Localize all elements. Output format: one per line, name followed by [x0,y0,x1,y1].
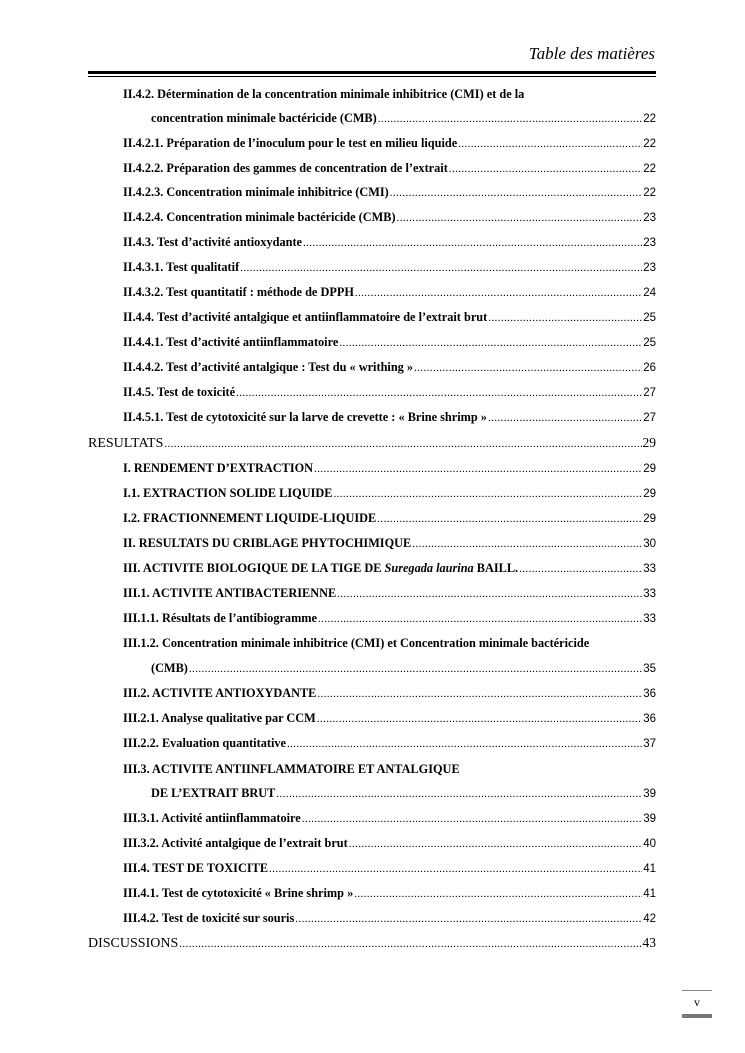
toc-page: 33 [643,613,656,625]
toc-chapter-entry[interactable] [88,935,656,952]
leader-dots [378,113,642,125]
toc-label: III.3.2. Activité antalgique de l’extrait brut [123,836,348,850]
leader-dots [449,163,642,175]
toc-label: III.4.2. Test de toxicité sur souris [123,911,295,925]
toc-page: 37 [643,738,656,750]
toc-entry[interactable] [123,561,656,576]
toc-label: III.2.2. Evaluation quantitative [123,736,286,750]
toc-entry[interactable] [123,185,656,200]
leader-dots [337,588,642,600]
toc-page: 22 [643,163,656,175]
toc-page: 35 [643,663,656,675]
toc-entry[interactable] [123,161,656,176]
toc-page: 23 [643,262,656,274]
toc-page: 29 [643,463,656,475]
toc-entry[interactable] [123,385,656,400]
toc-label: I. RENDEMENT D’EXTRACTION [123,461,314,475]
leader-dots [354,888,642,900]
toc-entry-line1: III.3. ACTIVITE ANTIINFLAMMATOIRE ET ANTALGIQUE [123,762,460,776]
toc-entry[interactable] [123,511,656,526]
toc-page: 36 [643,688,656,700]
leader-dots [287,738,642,750]
toc-entry[interactable] [123,461,656,476]
page-number-bar [682,1014,712,1018]
leader-dots [317,688,642,700]
toc-label: III.3.1. Activité antiinflammatoire [123,811,301,825]
leader-dots [302,813,642,825]
toc-entry[interactable] [123,486,656,501]
leader-dots [269,863,642,875]
toc-entry[interactable] [123,410,656,425]
toc-page: 27 [643,412,656,424]
toc-page: 39 [643,813,656,825]
toc-entry[interactable] [123,310,656,325]
leader-dots [349,838,642,850]
toc-page: 40 [643,838,656,850]
toc-entry[interactable] [123,235,656,250]
leader-dots [488,312,642,324]
toc-page: 29 [642,435,656,450]
page-number: v [694,995,700,1009]
toc-entry[interactable] [123,586,656,601]
leader-dots [458,138,642,150]
toc-page: 41 [643,863,656,875]
leader-dots [397,212,643,224]
toc-entry[interactable] [151,661,656,676]
toc-entry[interactable] [123,285,656,300]
toc-chapter-entry[interactable] [88,435,656,452]
leader-dots [240,262,642,274]
toc-entry[interactable] [123,210,656,225]
toc-label: II.4.2.3. Concentration minimale inhibitrice (CMI) [123,185,389,199]
toc-entry[interactable] [123,611,656,626]
page-header-title: Table des matières [528,44,655,63]
leader-dots [318,613,642,625]
toc-page: 30 [643,538,656,550]
toc-page: 22 [643,113,656,125]
toc-page: 29 [643,513,656,525]
toc-entry[interactable] [123,836,656,851]
toc-page: 23 [643,212,656,224]
leader-dots [189,663,642,675]
toc-entry[interactable] [123,811,656,826]
toc-label-part: III. ACTIVITE BIOLOGIQUE DE LA TIGE DE [123,561,385,575]
toc-page: 23 [643,237,656,249]
toc-label: II.4.5.1. Test de cytotoxicité sur la larve de crevette : « Brine shrimp » [123,410,487,424]
header-rule-thick [88,71,656,74]
toc-entry[interactable] [123,536,656,551]
leader-dots [295,913,642,925]
toc-page: 26 [643,362,656,374]
toc-page: 22 [643,187,656,199]
toc-entry[interactable] [123,711,656,726]
toc-entry[interactable] [123,861,656,876]
toc-label: III.1.1. Résultats de l’antibiogramme [123,611,318,625]
leader-dots [488,412,642,424]
toc-entry[interactable] [151,786,656,801]
toc-label: II.4.2.1. Préparation de l’inoculum pour le test en milieu liquide [123,136,458,150]
toc-page: 24 [643,287,656,299]
toc-label: DISCUSSIONS [88,936,179,951]
leader-dots [303,237,642,249]
toc-entry[interactable] [123,360,656,375]
leader-dots [314,463,642,475]
toc-entry[interactable] [123,136,656,151]
toc-page: 36 [643,713,656,725]
toc-page: 27 [643,387,656,399]
toc-page: 22 [643,138,656,150]
leader-dots [164,438,641,450]
toc-label: III.2. ACTIVITE ANTIOXYDANTE [123,686,317,700]
toc-entry[interactable] [151,111,656,126]
toc-label-species: Suregada laurina [384,561,474,575]
toc-label: II. RESULTATS DU CRIBLAGE PHYTOCHIMIQUE [123,536,412,550]
leader-dots [179,938,641,950]
toc-entry-line1: III.1.2. Concentration minimale inhibitrice (CMI) et Concentration minimale bactéricide [123,636,590,650]
toc-label: II.4.2.2. Préparation des gammes de concentration de l’extrait [123,161,448,175]
toc-page: 25 [643,337,656,349]
toc-label [123,561,518,576]
toc-label: RESULTATS [88,436,164,451]
toc-entry[interactable] [123,736,656,751]
toc-page: 33 [643,588,656,600]
toc-label: II.4.5. Test de toxicité [123,385,236,399]
toc-page: 33 [643,563,656,575]
toc-label: II.4.4. Test d’activité antalgique et antiinflammatoire de l’extrait brut [123,310,488,324]
toc-label: II.4.3. Test d’activité antioxydante [123,235,302,249]
leader-dots [519,563,642,575]
toc-entry[interactable] [123,335,656,350]
toc-label-part: BAILL. [473,561,519,575]
toc-label: II.4.3.2. Test quantitatif : méthode de DPPH [123,285,354,299]
toc-entry-line1: II.4.2. Détermination de la concentration minimale inhibitrice (CMI) et de la [123,87,525,101]
leader-dots [317,713,642,725]
toc-label: DE L’EXTRAIT BRUT [151,786,276,800]
toc-page: 41 [643,888,656,900]
toc-entry[interactable] [123,886,656,901]
toc-entry[interactable] [123,911,656,926]
toc-label: II.4.4.2. Test d’activité antalgique : Test du « writhing » [123,360,414,374]
toc-entry[interactable] [123,260,656,275]
toc-page: 39 [643,788,656,800]
leader-dots [276,788,642,800]
header-rule-thin [88,76,656,77]
toc-page: 42 [643,913,656,925]
leader-dots [355,287,642,299]
toc-label: II.4.2.4. Concentration minimale bactéricide (CMB) [123,210,396,224]
leader-dots [377,513,642,525]
toc-label: II.4.3.1. Test qualitatif [123,260,240,274]
toc-label: III.1. ACTIVITE ANTIBACTERIENNE [123,586,337,600]
leader-dots [236,387,642,399]
page-number-box [682,990,712,1018]
toc-page: 25 [643,312,656,324]
toc-label: (CMB) [151,661,188,675]
leader-dots [412,538,642,550]
toc-label: II.4.4.1. Test d’activité antiinflammatoire [123,335,339,349]
leader-dots [390,187,642,199]
toc-label: I.2. FRACTIONNEMENT LIQUIDE-LIQUIDE [123,511,377,525]
toc-entry[interactable] [123,686,656,701]
toc-label: III.4. TEST DE TOXICITE [123,861,269,875]
toc-label: concentration minimale bactéricide (CMB) [151,111,377,125]
toc-page: 29 [643,488,656,500]
page-number-rule [682,990,712,991]
leader-dots [339,337,642,349]
leader-dots [414,362,642,374]
toc-label: III.2.1. Analyse qualitative par CCM [123,711,316,725]
toc-label: III.4.1. Test de cytotoxicité « Brine shrimp » [123,886,354,900]
leader-dots [333,488,642,500]
toc-label: I.1. EXTRACTION SOLIDE LIQUIDE [123,486,333,500]
toc-page: 43 [642,935,656,950]
